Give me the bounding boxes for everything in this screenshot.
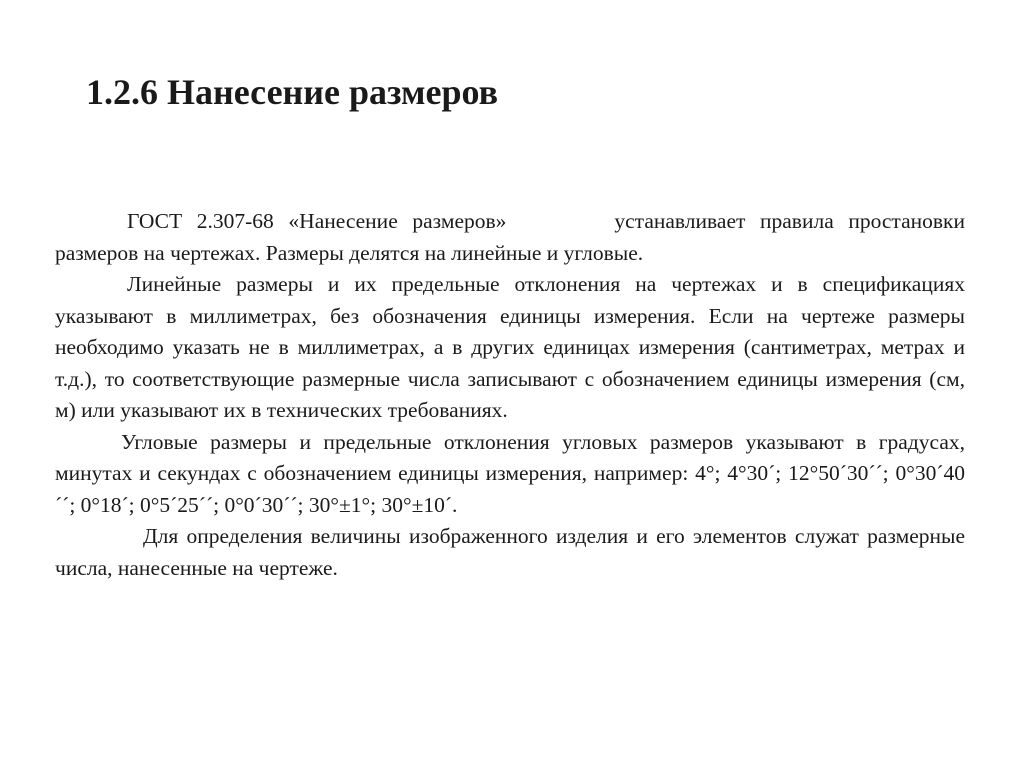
slide-body [55,206,965,584]
paragraph-gost [55,206,965,269]
paragraph-angular: Угловые размеры и предельные отклонения угловых размеров указывают в градусах, минутах и секундах с обозначением единицы измерения, например: 4°; 4°30´; 12°50´30´´; 0°30´40´´; 0°18´; 0°5´25´´; 0°0´30´´; 30°±1°; 30°±10´. [55,429,965,517]
paragraph-gost-rest: устанавливает правила простановки размеров на чертежах. Размеры делятся на линейные и угловые. [55,209,965,265]
paragraph-gost-standard: ГОСТ 2.307-68 «Нанесение размеров» [127,209,507,233]
paragraph-linear: Линейные размеры и их предельные отклонения на чертежах и в спецификациях указывают в миллиметрах, без обозначения единицы измерения. Если на чертеже размеры необходимо указать не в миллиметрах, а в других единицах измерения (сантиметрах, метрах и т.д.), то соответствующие размерные числа записывают с обозначением единицы измерения (см, м) или указывают их в технических требованиях. [55,272,965,422]
slide-title: 1.2.6 Нанесение размеров [86,72,499,112]
paragraph-purpose: Для определения величины изображенного изделия и его элементов служат размерные числа, нанесенные на чертеже. [55,524,965,580]
